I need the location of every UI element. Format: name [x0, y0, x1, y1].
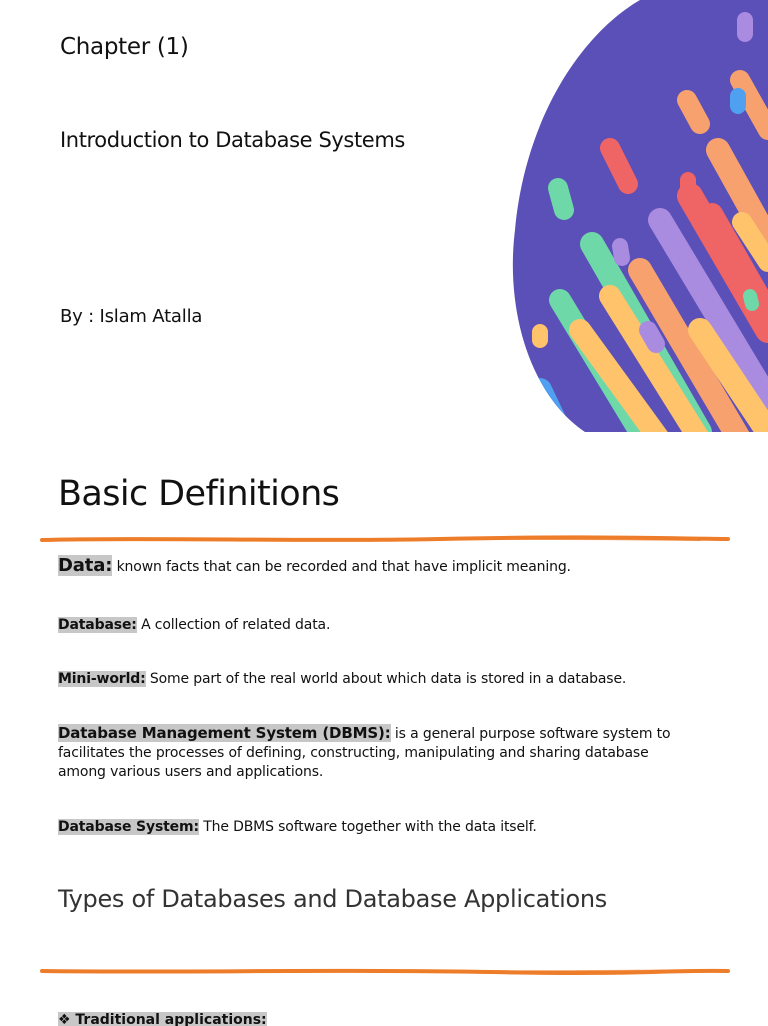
term-database: Database:: [58, 617, 137, 633]
definition-database-system: [58, 818, 678, 837]
orange-rule: [40, 965, 730, 977]
term-data: Data:: [58, 555, 113, 576]
term-database-system: Database System:: [58, 819, 199, 835]
section-heading: Basic Definitions: [58, 474, 340, 514]
definition-text: The DBMS software together with the data itself.: [198, 819, 537, 835]
term-dbms: Database Management System (DBMS):: [58, 724, 391, 742]
orange-rule: [40, 533, 730, 545]
bullet-item-partial: ❖ Traditional applications:: [58, 1012, 267, 1026]
definition-text: Some part of the real world about which data is stored in a database.: [145, 671, 627, 687]
chapter-subtitle: Introduction to Database Systems: [60, 128, 405, 152]
title-slide: [0, 0, 768, 432]
decorative-graphic: [0, 0, 768, 432]
author-line: By : Islam Atalla: [60, 306, 203, 327]
definition-text: A collection of related data.: [136, 617, 331, 633]
term-mini-world: Mini-world:: [58, 671, 146, 687]
definition-dbms: [58, 724, 678, 782]
definition-text: known facts that can be recorded and that have implicit meaning.: [112, 559, 571, 575]
definition-data: [58, 556, 678, 577]
definition-database: [58, 616, 678, 635]
definition-text: is a general purpose software system to facilitates the processes of defining, constructing, manipulating and sharing database among various users and applications.: [58, 726, 671, 780]
definition-mini-world: [58, 670, 678, 689]
subsection-heading: Types of Databases and Database Applications: [58, 885, 607, 913]
definitions-slide: [0, 432, 768, 1024]
chapter-title: Chapter (1): [60, 34, 189, 60]
